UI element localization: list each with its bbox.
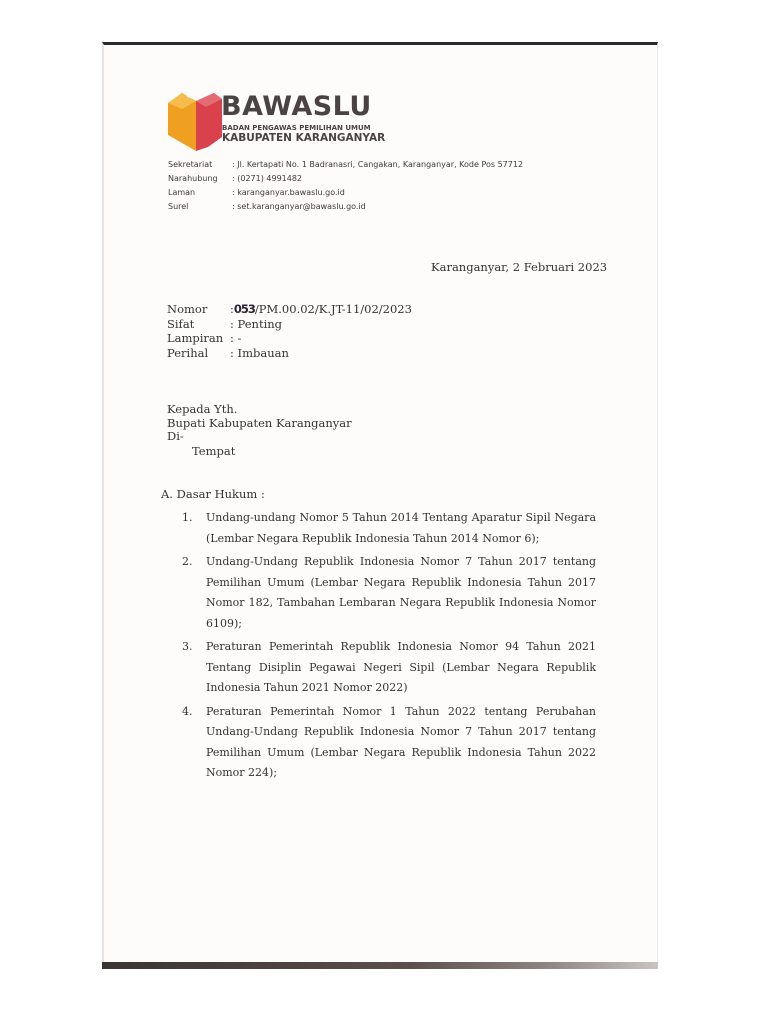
nomor-handwritten: 053 [233,302,255,316]
list-item [182,637,596,699]
meta-value: : Penting [230,316,283,331]
letter-meta [167,302,412,360]
contact-label: Surel [168,202,189,211]
contact-row-surel [168,200,523,214]
list-item-text: Peraturan Pemerintah Republik Indonesia Nomor 94 Tahun 2021 Tentang Disiplin Pegawai Negeri Sipil (Lembar Negara Republik Indonesia Tahun 2021 Nomor 2022) [206,640,596,694]
brand-region: KABUPATEN KARANGANYAR [222,132,386,144]
list-item-number: 2. [182,555,193,568]
contact-label: Sekretariat [168,160,213,169]
meta-value: : Imbauan [230,345,289,360]
nomor-prefix: : [230,302,234,316]
addressee-line: Bupati Kabupaten Karanganyar [167,415,352,430]
meta-row-perihal [167,346,412,361]
contact-block [168,158,523,214]
letter-page [102,42,658,968]
addressee-line: Kepada Yth. [167,402,238,416]
addressee-line: Tempat [192,443,236,458]
meta-row-nomor [167,302,412,317]
meta-row-lampiran [167,331,412,346]
list-item-number: 1. [182,511,193,524]
meta-label: Lampiran [167,331,224,345]
nomor-rest: /PM.00.02/K.JT-11/02/2023 [254,302,412,316]
list-item-text: Undang-Undang Republik Indonesia Nomor 7 Tahun 2017 tentang Pemilihan Umum (Lembar Negara Republik Indonesia Tahun 2017 Nomor 182, Tambahan Lembaran Negara Republik Indonesia Nomor 6109); [206,555,596,630]
letter-date: Karanganyar, 2 Februari 2023 [431,260,608,274]
list-item-number: 3. [182,640,193,653]
list-item-text: Undang-undang Nomor 5 Tahun 2014 Tentang Aparatur Sipil Negara (Lembar Negara Republik Indonesia Tahun 2014 Nomor 6); [206,511,596,545]
contact-value: : (0271) 4991482 [232,174,303,183]
meta-value [230,302,412,317]
contact-label: Narahubung [168,174,218,183]
meta-label: Sifat [167,316,195,331]
brand-subtitle: BADAN PENGAWAS PEMILIHAN UMUM [222,124,371,132]
meta-label: Perihal [167,345,209,360]
contact-row-sekretariat [168,158,523,172]
meta-value: : - [230,331,242,345]
brand-name: BAWASLU [221,91,372,122]
list-item-text: Peraturan Pemerintah Nomor 1 Tahun 2022 tentang Perubahan Undang-Undang Republik Indonesia Nomor 7 Tahun 2017 tentang Pemilihan Umum (Lembar Negara Republik Indonesia Tahun 2022 Nomor 224); [206,704,596,779]
contact-label: Laman [168,188,196,197]
contact-value: : set.karanganyar@bawaslu.go.id [232,202,366,211]
bawaslu-logo-icon [166,89,222,153]
page-bottom-edge [102,962,658,969]
contact-row-laman [168,186,523,200]
contact-row-narahubung [168,172,523,186]
addressee-line: Di- [167,429,184,443]
section-title: A. Dasar Hukum : [161,487,265,501]
contact-value: : Jl. Kertapati No. 1 Badranasri, Cangakan, Karanganyar, Kode Pos 57712 [232,160,524,169]
meta-label: Nomor [167,302,208,316]
addressee-block [167,403,352,458]
list-item [182,508,596,549]
legal-basis-list [182,508,596,787]
contact-value: : karanganyar.bawaslu.go.id [232,188,345,197]
meta-row-sifat [167,317,412,332]
list-item-number: 4. [182,704,193,718]
list-item [182,702,596,784]
list-item [182,552,596,634]
